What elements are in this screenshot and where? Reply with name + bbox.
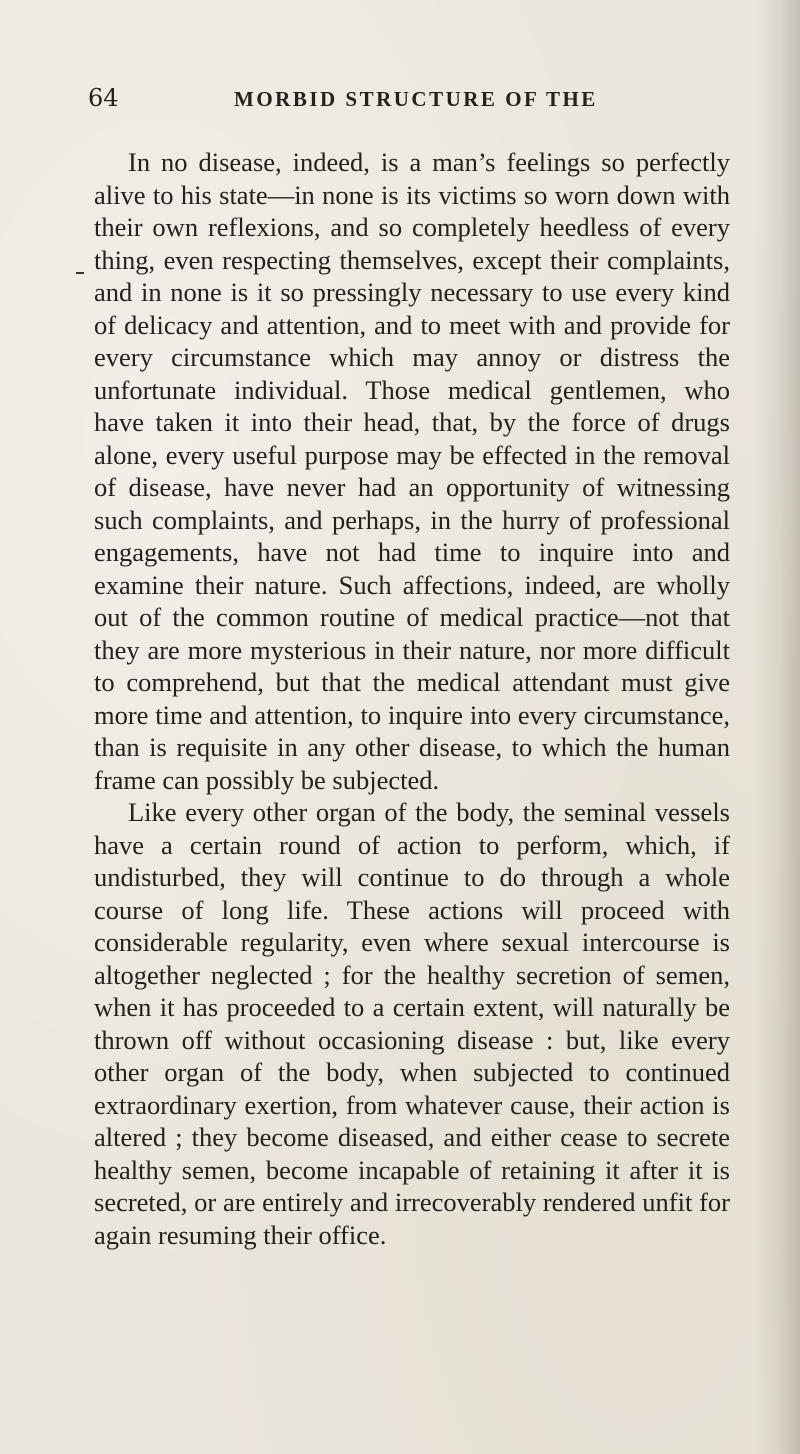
paragraph-2: Like every other organ of the body, the seminal vessels have a certain round of action to perform, which, if undisturbed, they will continue to do through a whole course of long life. These actions will proceed with considerable regularity, even where sexual intercourse is altogether neglected ; for the healthy secretion of semen, when it has proceeded to a certain extent, will naturally be thrown off without occasioning disease : but, like every other organ of the body, when subjected to continued extraordinary exertion, from whatever cause, their action is altered ; they become diseased, and either cease to secrete healthy semen, become incapable of retaining it after it is secreted, or are entirely and irrecoverably rendered unfit for again resuming their office. — [94, 797, 730, 1250]
paragraph-1: In no disease, indeed, is a man’s feelings so perfectly alive to his state—in none is its victims so worn down with their own reflexions, and so completely heedless of every thing, even respecting themselves, except their complaints, and in none is it so pressingly necessary to use every kind of delicacy and attention, and to meet with and provide for every circumstance which may annoy or distress the unfortunate individual. Those medical gentlemen, who have taken it into their head, that, by the force of drugs alone, every useful purpose may be effected in the removal of disease, have never had an opportunity of witnessing such complaints, and perhaps, in the hurry of professional engagements, have not had time to inquire into and examine their nature. Such affections, indeed, are wholly out of the common routine of medical practice—not that they are more mysterious in their nature, nor more difficult to comprehend, but that the medical attendant must give more time and attention, to inquire into every circumstance, than is requisite in any other disease, to which the human frame can possibly be subjected. — [94, 147, 730, 795]
running-head-title: MORBID STRUCTURE OF THE — [234, 87, 598, 111]
margin-mark — [76, 272, 84, 274]
running-head — [88, 84, 728, 116]
body-text — [94, 146, 730, 1251]
binding-shadow — [754, 0, 800, 1454]
page-number: 64 — [88, 84, 119, 112]
